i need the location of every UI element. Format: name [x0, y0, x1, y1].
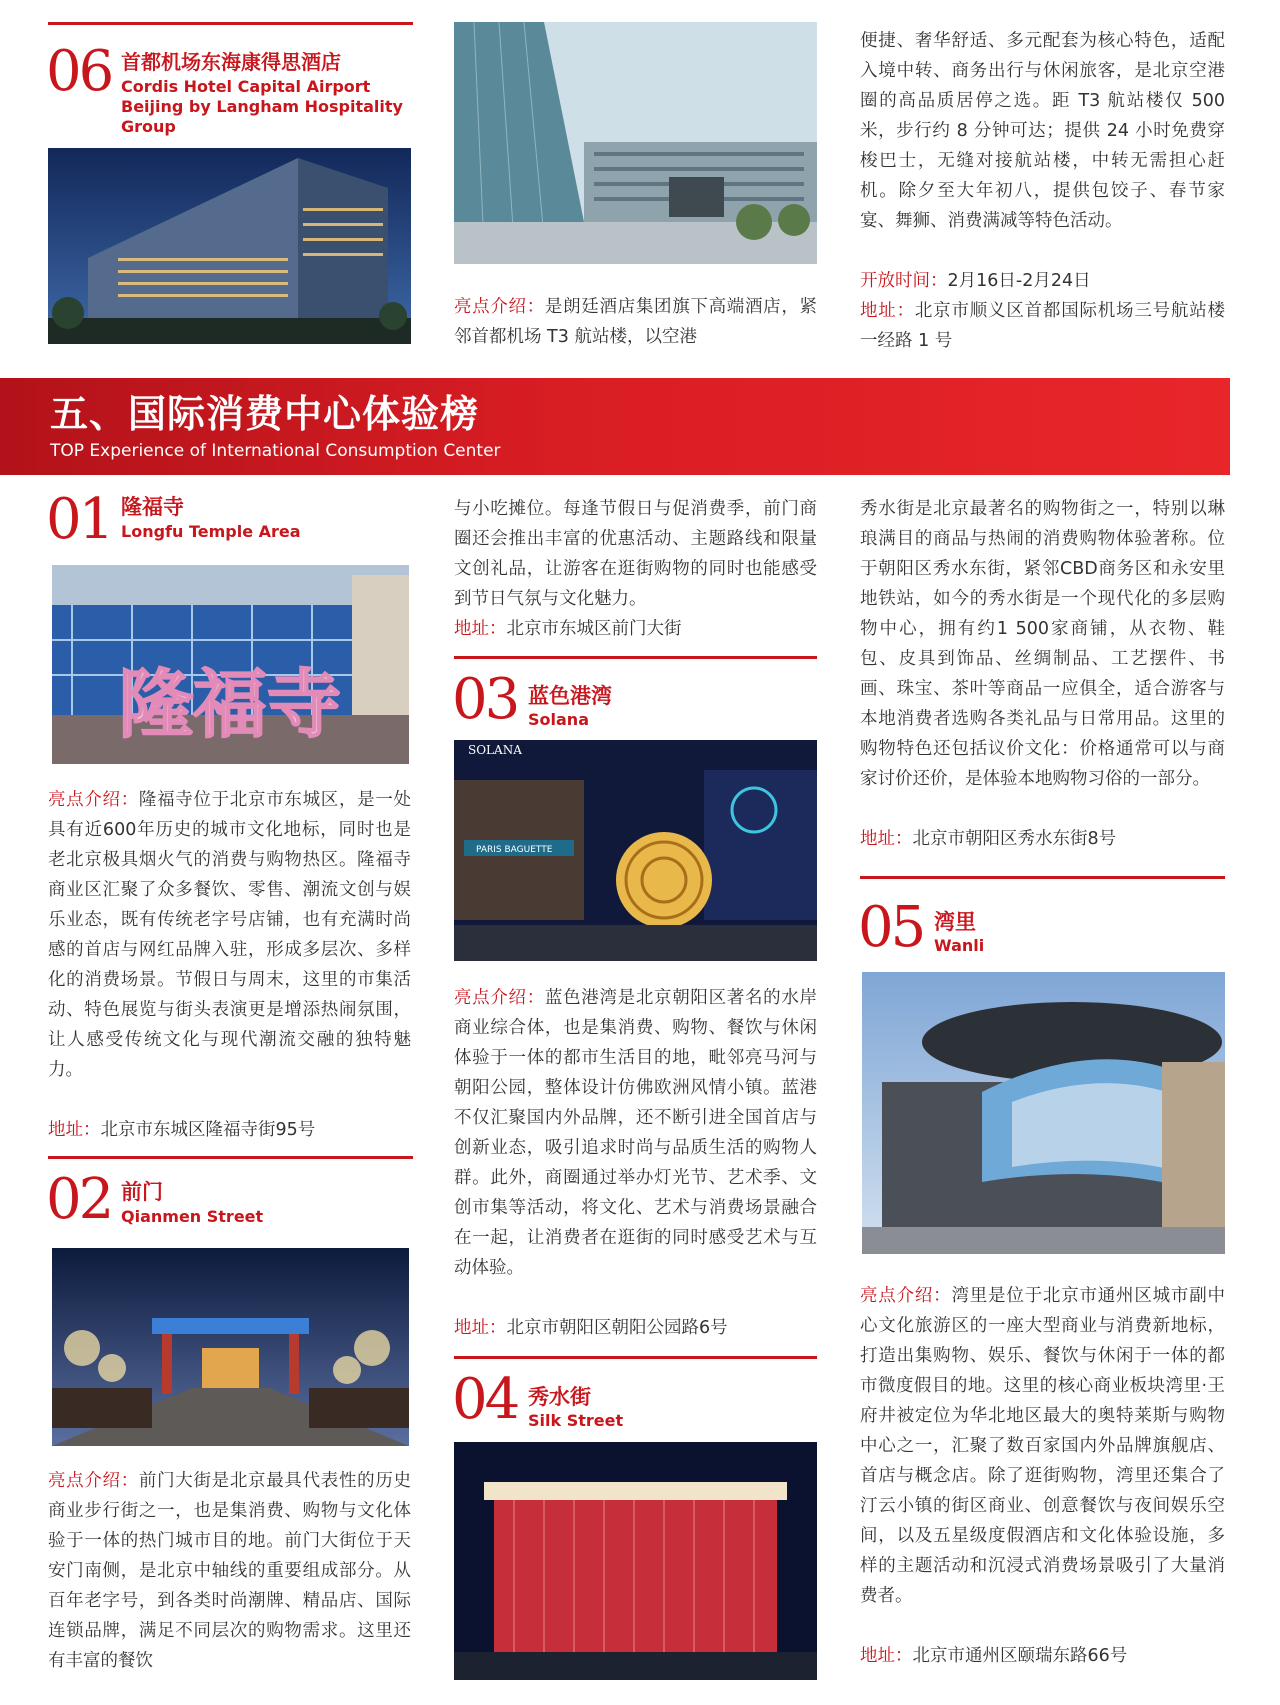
- highlight-label: 亮点介绍：: [48, 1471, 139, 1491]
- address-text: 北京市东城区前门大街: [506, 619, 682, 639]
- silk-street-photo: [454, 1442, 817, 1680]
- highlight-label: 亮点介绍：: [454, 988, 545, 1008]
- address-label: 地址：: [860, 301, 915, 321]
- address-label: 地址：: [860, 1646, 913, 1666]
- entry-number: 06: [46, 39, 112, 104]
- entry-title-en: Solana: [528, 710, 589, 729]
- qianmen-highlight-a: [48, 1466, 411, 1676]
- address-text: 北京市朝阳区秀水东街8号: [912, 829, 1117, 849]
- address-text: 北京市顺义区首都国际机场三号航站楼一经路 1 号: [860, 301, 1226, 351]
- qianmen-photo: [52, 1248, 409, 1446]
- entry-title-cn: 蓝色港湾: [528, 684, 612, 708]
- highlight-text: 便捷、奢华舒适、多元配套为核心特色，适配入境中转、商务出行与休闲旅客，是北京空港圈的高品质居停之选。距 T3 航站楼仅 500 米，步行约 8 分钟可达；提供 24 小时免费穿梭巴士，无缝对接航站楼，中转无需担心赶机。除夕至大年初八，提供包饺子、春节家宴、舞狮、消费满减等特色活动。: [860, 31, 1225, 231]
- address-label: 地址：: [454, 1318, 507, 1338]
- longfu-highlight: [48, 785, 411, 1085]
- address-text: 北京市朝阳区朝阳公园路6号: [506, 1318, 728, 1338]
- longfu-sign-text: 隆福寺: [119, 662, 341, 748]
- solana-address: [454, 1313, 817, 1343]
- entry-title-en: Cordis Hotel Capital Airport Beijing by Langham Hospitality Group: [121, 77, 403, 136]
- entry-title-cn: 首都机场东海康得思酒店: [121, 50, 341, 74]
- highlight-label: 亮点介绍：: [454, 297, 545, 317]
- highlight-text: 秀水街是北京最著名的购物街之一，特别以琳琅满目的商品与热闹的消费购物体验著称。位于朝阳区秀水东街，紧邻CBD商务区和永安里地铁站，如今的秀水街是一个现代化的多层购物中心，拥有约1 500家商铺，从衣物、鞋包、皮具到饰品、丝绸制品、工艺摆件、书画、珠宝、茶叶等商品一应俱全，适合游客与本地消费者选购各类礼品与日常用品。这里的购物特色还包括议价文化：价格通常可以与商家讨价还价，是体验本地购物习俗的一部分。: [860, 499, 1225, 789]
- entry-title-en: Silk Street: [528, 1411, 624, 1430]
- bakery-sign-text: PARIS BAGUETTE: [476, 845, 553, 855]
- solana-highlight: [454, 983, 817, 1283]
- hotel-highlight-left: [454, 292, 817, 352]
- silk-street-address: [860, 824, 1225, 854]
- entry-title-cn: 前门: [121, 1180, 163, 1204]
- highlight-label: 亮点介绍：: [48, 790, 139, 810]
- highlight-label: 亮点介绍：: [860, 1286, 952, 1306]
- longfu-address: [48, 1115, 411, 1145]
- hotel-address: [860, 296, 1225, 356]
- entry-number: 04: [452, 1367, 518, 1432]
- entry-title-en: Longfu Temple Area: [121, 522, 301, 541]
- section-rule: [48, 1156, 413, 1159]
- hotel-photo-night: [48, 148, 411, 344]
- entry-title-en: Wanli: [934, 936, 985, 955]
- entry-number: 01: [46, 487, 112, 552]
- open-time-label: 开放时间：: [860, 271, 948, 291]
- hotel-highlight-right: [860, 26, 1225, 236]
- highlight-text: 隆福寺位于北京市东城区，是一处具有近600年历史的城市文化地标，同时也是老北京极具烟火气的消费与购物热区。隆福寺商业区汇聚了众多餐饮、零售、潮流文创与娱乐业态，既有传统老字号店铺，也有充满时尚感的首店与网红品牌入驻，形成多层次、多样化的消费场景。节假日与周末，这里的市集活动、特色展览与街头表演更是增添热闹氛围，让人感受传统文化与现代潮流交融的独特魅力。: [48, 790, 411, 1080]
- hotel-open-time: [860, 266, 1225, 296]
- highlight-text: 与小吃摊位。每逢节假日与促消费季，前门商圈还会推出丰富的优惠活动、主题路线和限量文创礼品，让游客在逛街购物的同时也能感受到节日气氛与文化魅力。: [454, 499, 817, 609]
- address-label: 地址：: [48, 1120, 101, 1140]
- wanli-address: [860, 1641, 1225, 1671]
- longfu-photo: [52, 565, 409, 764]
- entry-title-cn: 隆福寺: [121, 495, 184, 519]
- solana-photo: [454, 740, 817, 961]
- qianmen-highlight-b: [454, 494, 817, 614]
- open-time-value: 2月16日-2月24日: [947, 271, 1091, 291]
- entry-number: 05: [858, 895, 924, 960]
- address-text: 北京市东城区隆福寺街95号: [100, 1120, 316, 1140]
- section-rule: [48, 22, 413, 25]
- entry-number: 03: [452, 667, 518, 732]
- entry-title-en: Qianmen Street: [121, 1207, 264, 1226]
- section-rule: [860, 876, 1225, 879]
- address-label: 地址：: [860, 829, 913, 849]
- entry-number: 02: [46, 1167, 112, 1232]
- hotel-photo-entrance: [454, 22, 817, 264]
- qianmen-address: [454, 614, 817, 644]
- wanli-highlight: [860, 1281, 1225, 1611]
- section-rule: [454, 656, 817, 659]
- banner-title-cn: 五、国际消费中心体验榜: [50, 392, 480, 436]
- wanli-photo: [862, 972, 1225, 1254]
- entry-title-cn: 湾里: [934, 910, 976, 934]
- silk-street-highlight: [860, 494, 1225, 794]
- entry-title-cn: 秀水街: [528, 1385, 591, 1409]
- banner-title-en: TOP Experience of International Consumption Center: [50, 441, 501, 461]
- section-rule: [454, 1356, 817, 1359]
- highlight-text: 蓝色港湾是北京朝阳区著名的水岸商业综合体，也是集消费、购物、餐饮与休闲体验于一体的都市生活目的地，毗邻亮马河与朝阳公园，整体设计仿佛欧洲风情小镇。蓝港不仅汇聚国内外品牌，还不断引进全国首店与创新业态，吸引追求时尚与品质生活的购物人群。此外，商圈通过举办灯光节、艺术季、文创市集等活动，将文化、艺术与消费场景融合在一起，让消费者在逛街的同时感受艺术与互动体验。: [454, 988, 817, 1278]
- solana-sign-text: SOLANA: [468, 743, 522, 757]
- section-banner: [0, 378, 1230, 475]
- highlight-text: 湾里是位于北京市通州区城市副中心文化旅游区的一座大型商业与消费新地标，打造出集购物、娱乐、餐饮与休闲于一体的都市微度假目的地。这里的核心商业板块湾里·王府井被定位为华北地区最大的奥特莱斯与购物中心之一，汇聚了数百家国内外品牌旗舰店、首店与概念店。除了逛街购物，湾里还集合了汀云小镇的街区商业、创意餐饮与夜间娱乐空间，以及五星级度假酒店和文化体验设施，多样的主题活动和沉浸式消费场景吸引了大量消费者。: [860, 1286, 1226, 1606]
- address-text: 北京市通州区颐瑞东路66号: [912, 1646, 1128, 1666]
- highlight-text: 前门大街是北京最具代表性的历史商业步行街之一，也是集消费、购物与文化体验于一体的热门城市目的地。前门大街位于天安门南侧，是北京中轴线的重要组成部分。从百年老字号，到各类时尚潮牌、精品店、国际连锁品牌，满足不同层次的购物需求。这里还有丰富的餐饮: [48, 1471, 411, 1671]
- highlight-text: 是朗廷酒店集团旗下高端酒店，紧邻首都机场 T3 航站楼，以空港: [454, 297, 817, 347]
- address-label: 地址：: [454, 619, 507, 639]
